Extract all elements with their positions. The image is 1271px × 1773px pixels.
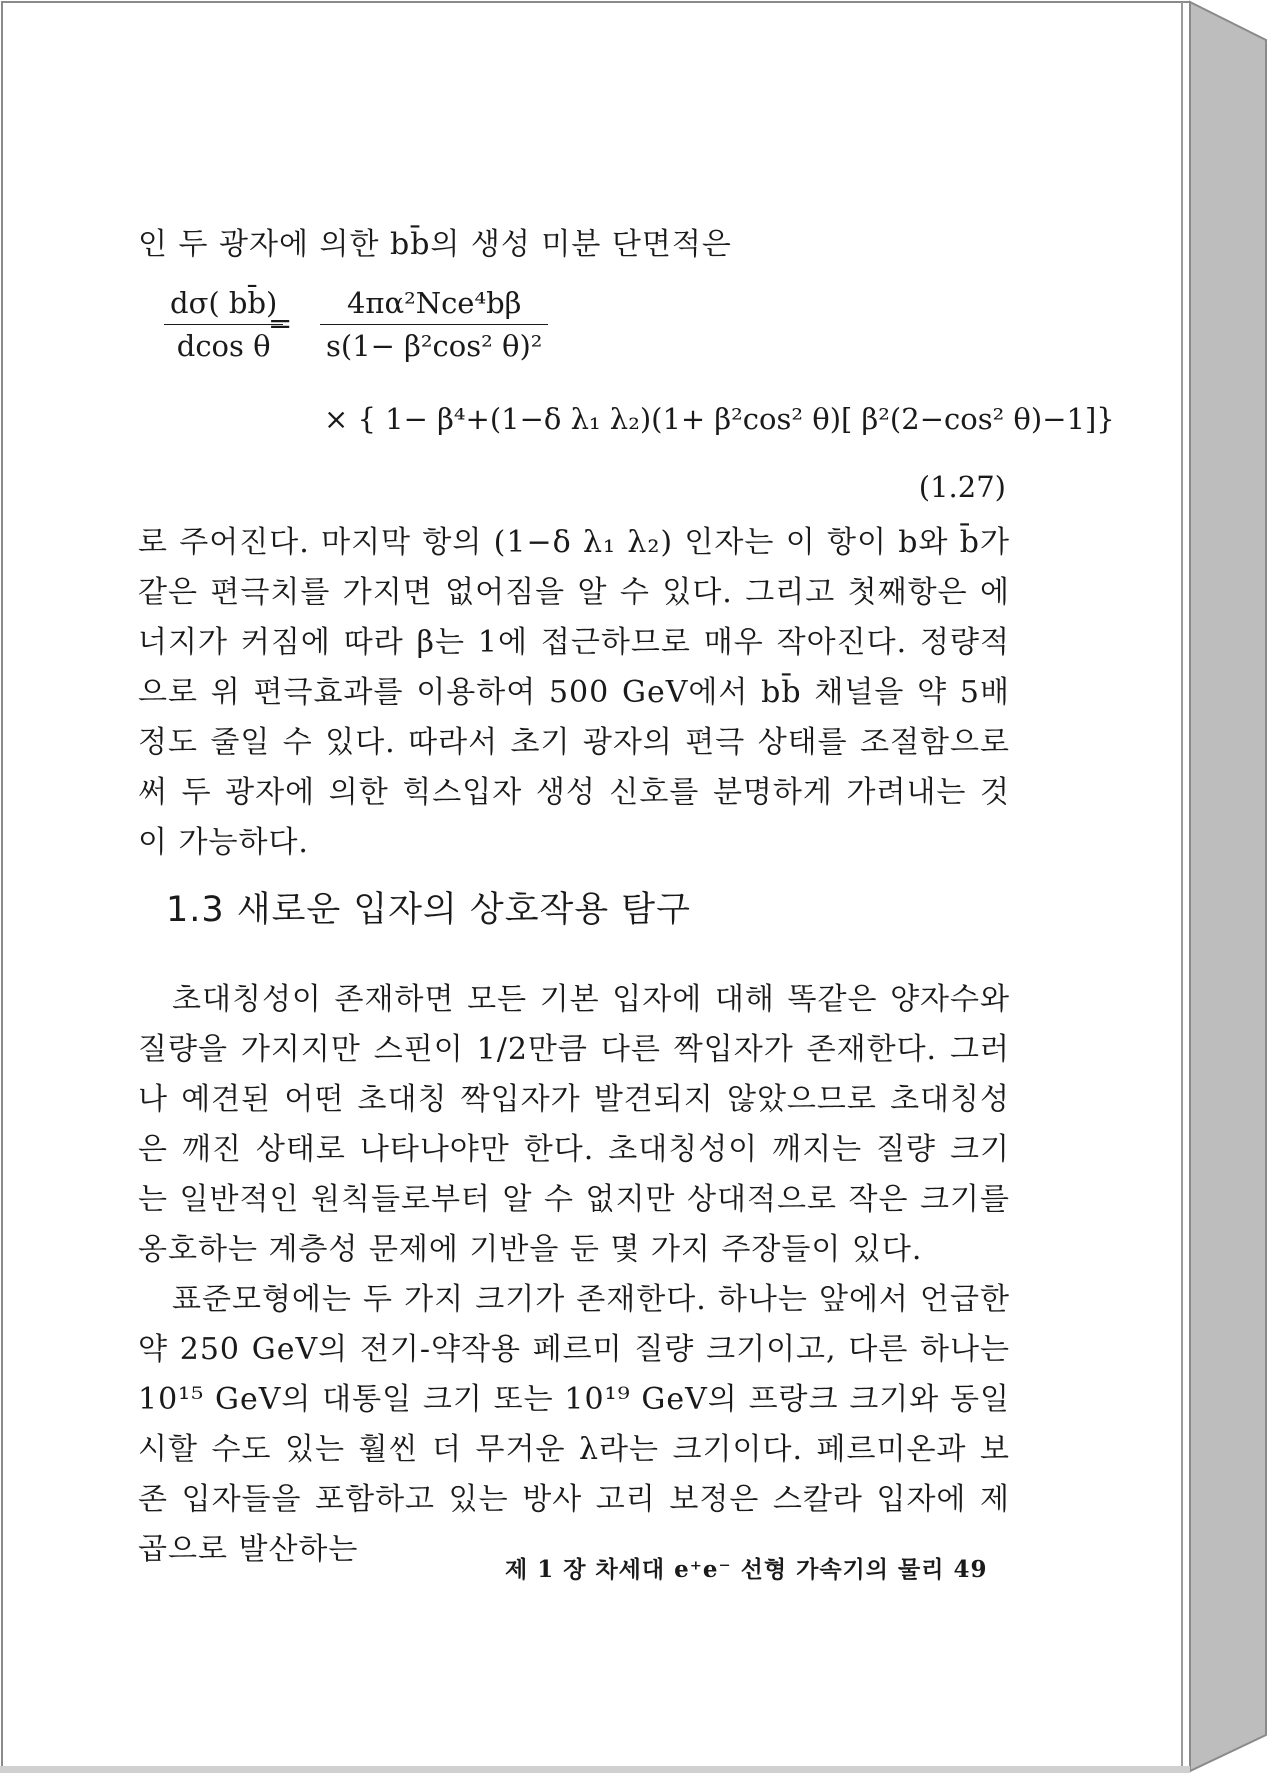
book-spine-face bbox=[1190, 2, 1266, 1771]
equation-number: (1.27) bbox=[918, 470, 1006, 504]
paragraph-1: 로 주어진다. 마지막 항의 (1−δ λ₁ λ₂) 인자는 이 항이 b와 b̄가 같은 편극치를 가지면 없어짐을 알 수 있다. 그리고 첫째항은 에너지가 커짐에 따라 β는 1에 접근하므로 매우 작아진다. 정량적으로 위 편극효과를 이용하여 500 GeV에서 bb̄ 채널을 약 5배 정도 줄일 수 있다. 따라서 초기 광자의 편극 상태를 조절함으로써 두 광자에 의한 힉스입자 생성 신호를 분명하게 가려내는 것이 가능하다. bbox=[138, 525, 1010, 860]
paragraph-3: 표준모형에는 두 가지 크기가 존재한다. 하나는 앞에서 언급한 약 250 GeV의 전기-약작용 페르미 질량 크기이고, 다른 하나는 10¹⁵ GeV의 대통일 크기 또는 10¹⁹ GeV의 프랑크 크기와 동일시할 수도 있는 훨씬 더 무거운 λ라는 크기이다. 페르미온과 보존 입자들을 포함하고 있는 방사 고리 보정은 스칼라 입자에 제곱으로 발산하는 bbox=[138, 1282, 1010, 1567]
lhs-denominator: dcos θ bbox=[176, 329, 271, 363]
page-footer: 제 1 장 차세대 e⁺e⁻ 선형 가속기의 물리 49 bbox=[505, 1556, 988, 1583]
equals-sign: = bbox=[268, 306, 293, 340]
section-heading: 1.3 새로운 입자의 상호작용 탐구 bbox=[166, 890, 691, 930]
text-block-top bbox=[138, 220, 1115, 868]
lhs-fraction bbox=[164, 286, 283, 363]
rhs-fraction bbox=[320, 286, 548, 363]
equation-second-line: × { 1− β⁴+(1−δ λ₁ λ₂)(1+ β²cos² θ)[ β²(2−cos² θ)−1]} bbox=[324, 402, 1115, 436]
paragraph-2: 초대칭성이 존재하면 모든 기본 입자에 대해 똑같은 양자수와 질량을 가지지만 스핀이 1/2만큼 다른 짝입자가 존재한다. 그러나 예견된 어떤 초대칭 짝입자가 발견되지 않았으므로 초대칭성은 깨진 상태로 나타나야만 한다. 초대칭성이 깨지는 질량 크기는 일반적인 원칙들로부터 알 수 없지만 상대적으로 작은 크기를 옹호하는 계층성 문제에 기반을 둔 몇 가지 주장들이 있다. bbox=[138, 982, 1010, 1267]
rhs-numerator: 4πα²Nce⁴bβ bbox=[346, 286, 522, 320]
lhs-numerator: dσ( bb̄) bbox=[170, 286, 278, 320]
equation-1-27 bbox=[138, 284, 1115, 504]
rhs-denominator: s(1− β²cos² θ)² bbox=[326, 329, 543, 363]
intro-line: 인 두 광자에 의한 bb̄의 생성 미분 단면적은 bbox=[138, 227, 732, 262]
text-block-bottom bbox=[138, 975, 1010, 1575]
